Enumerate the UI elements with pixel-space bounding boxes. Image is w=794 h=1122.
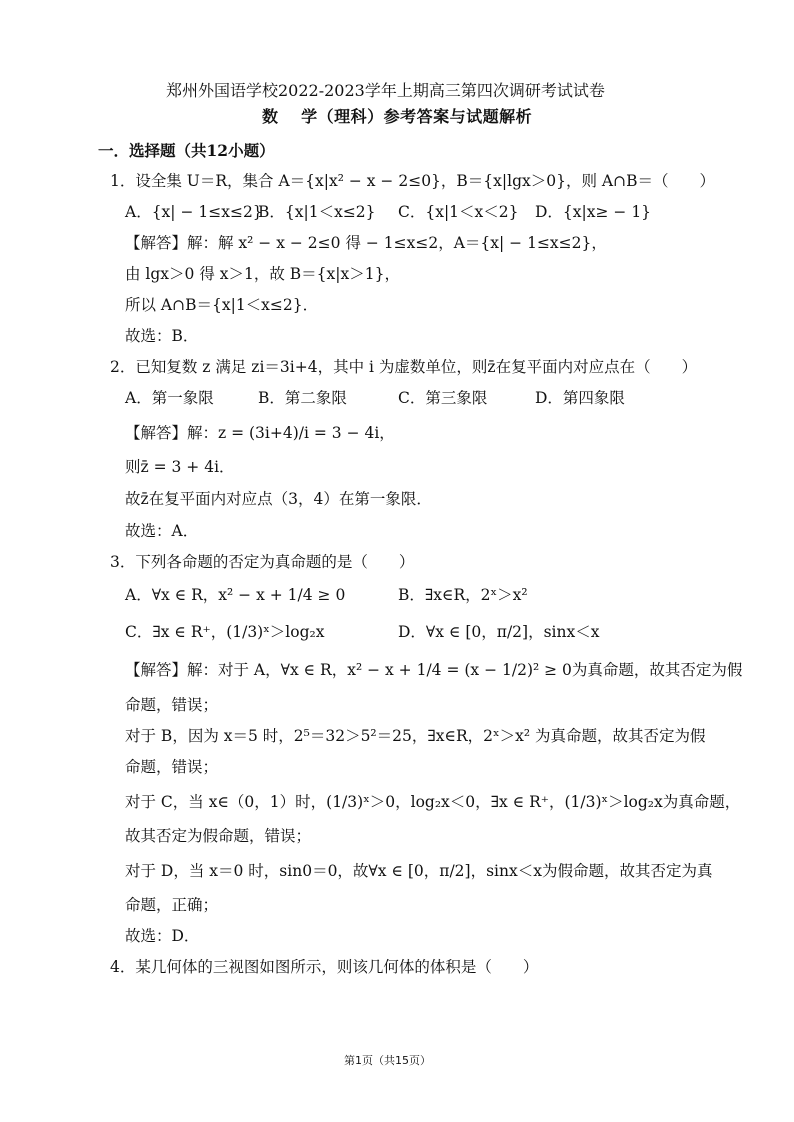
question-1-option-d: D．{x|x≥ − 1}: [535, 203, 652, 221]
question-3-option-a: A．∀x ∈ R，x² − x + 1/4 ≥ 0: [125, 586, 346, 604]
question-2-option-d: D．第四象限: [535, 389, 625, 407]
question-3-solution-line: 命题，错误；: [125, 758, 219, 776]
question-1-stem: 1．设全集 U＝R，集合 A＝{x|x² − x − 2≤0}，B＝{x|lgx＞0}，则 A∩B＝（ ）: [110, 172, 715, 190]
question-1-solution-line: 【解答】解：解 x² − x − 2≤0 得 − 1≤x≤2，A＝{x| − 1≤x≤2}，: [125, 234, 607, 252]
question-3-option-c: C．∃x ∈ R⁺，(1/3)ˣ＞log₂x: [125, 623, 325, 641]
exam-title: 郑州外国语学校2022-2023学年上期高三第四次调研考试试卷: [166, 81, 605, 100]
question-2-option-c: C．第三象限: [398, 389, 488, 407]
question-2-solution-line: 则z̄ = 3 + 4i．: [125, 458, 235, 476]
question-1-solution-line: 由 lgx＞0 得 x＞1，故 B＝{x|x＞1}，: [125, 265, 400, 283]
question-3-solution-line: 命题，正确；: [125, 896, 219, 914]
question-1-option-a: A．{x| − 1≤x≤2}: [125, 203, 263, 221]
question-3-option-b: B．∃x∈R，2ˣ＞x²: [398, 586, 528, 604]
question-3-solution-line: 对于 C，当 x∈（0，1）时，(1/3)ˣ＞0，log₂x＜0，∃x ∈ R⁺，(1/3)ˣ＞log₂x为真命题，: [125, 793, 741, 811]
question-2-answer: 故选：A．: [125, 522, 199, 540]
question-3-solution-line: 对于 B，因为 x＝5 时，2⁵＝32＞5²＝25，∃x∈R，2ˣ＞x² 为真命题，故其否定为假: [125, 727, 706, 745]
question-3-solution-line: 对于 D，当 x＝0 时，sin0＝0，故∀x ∈ [0，π/2]，sinx＜x为假命题，故其否定为真: [125, 862, 713, 880]
question-3-option-d: D．∀x ∈ [0，π/2]，sinx＜x: [398, 623, 600, 641]
question-3-stem: 3．下列各命题的否定为真命题的是（ ）: [110, 553, 415, 571]
question-3-solution-line: 【解答】解：对于 A，∀x ∈ R，x² − x + 1/4 = (x − 1/2)² ≥ 0为真命题，故其否定为假: [125, 661, 743, 679]
question-3-solution-line: 故其否定为假命题，错误；: [125, 827, 312, 845]
question-1-answer: 故选：B．: [125, 327, 199, 345]
question-2-option-b: B．第二象限: [258, 389, 347, 407]
exam-subtitle: 数 学（理科）参考答案与试题解析: [262, 107, 533, 126]
question-1-solution-line: 所以 A∩B＝{x|1＜x≤2}．: [125, 296, 319, 314]
page-number: 第1页（共15页）: [344, 1054, 431, 1067]
question-1-option-c: C．{x|1＜x＜2}: [398, 203, 519, 221]
question-2-solution-line: 故z̄在复平面内对应点（3，4）在第一象限．: [125, 490, 432, 508]
question-4-stem: 4．某几何体的三视图如图所示，则该几何体的体积是（ ）: [110, 958, 539, 976]
question-3-answer: 故选：D．: [125, 927, 200, 945]
question-3-solution-line: 命题，错误；: [125, 696, 219, 714]
question-2-option-a: A．第一象限: [125, 389, 214, 407]
question-2-stem: 2．已知复数 z 满足 zi＝3i+4，其中 i 为虚数单位，则z̄在复平面内对应点在（ ）: [110, 358, 698, 376]
section-heading: 一．选择题（共12小题）: [98, 141, 275, 160]
question-1-option-b: B．{x|1＜x≤2}: [258, 203, 376, 221]
question-2-solution-line: 【解答】解：z = (3i+4)/i = 3 − 4i，: [125, 424, 395, 442]
